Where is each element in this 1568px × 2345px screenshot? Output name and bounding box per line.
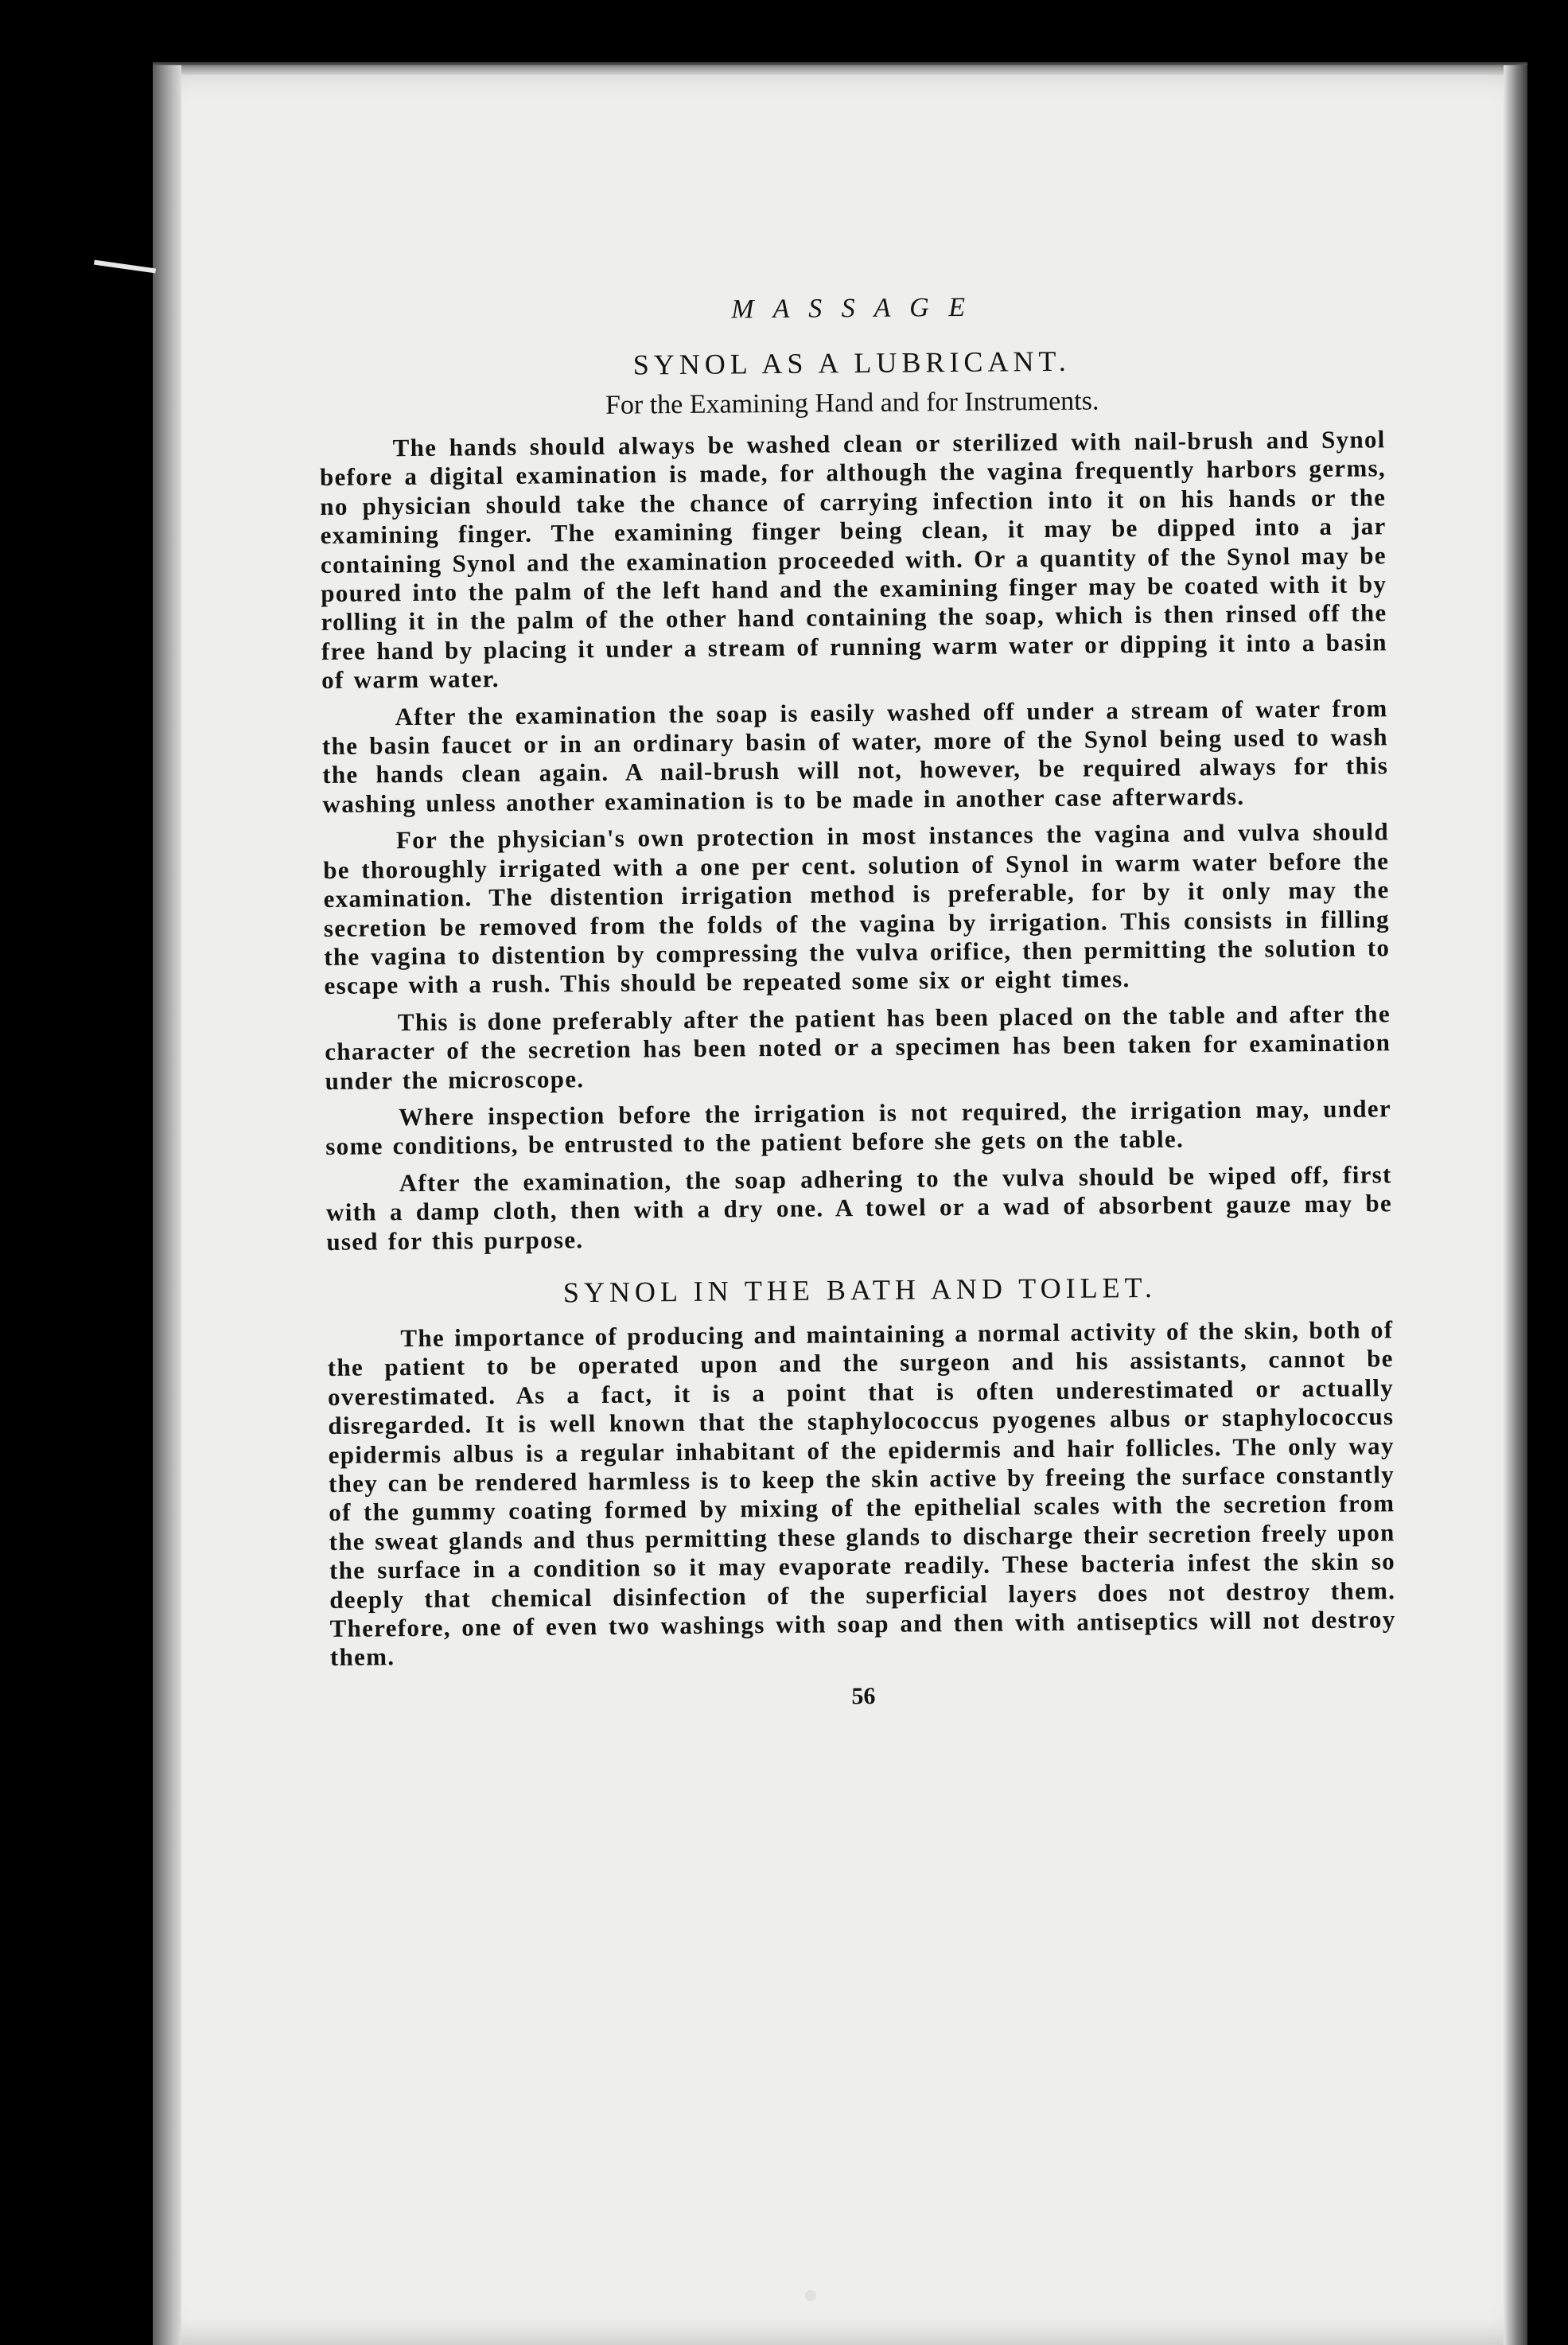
paragraph: For the physician's own protection in most instances the vagina and vulva should be thoroughly irrigated with a one per cent. solution of Synol in warm water before the examination. The distention irrigation method is preferable, for by it only may the secretion be removed from the folds of the vagina by irrigation. This consists in filling the vagina to distention by compressing the vulva orifice, then permitting the solution to escape with a rush. This should be repeated some six or eight times.	[323, 817, 1391, 1000]
paragraph: Where inspection before the irrigation is not required, the irrigation may, under some conditions, be entrusted to the patient before she gets on the table.	[325, 1094, 1392, 1161]
page-number: 56	[851, 1682, 876, 1710]
scan-artifact-mark	[94, 260, 156, 274]
paragraph: After the examination the soap is easily washed off under a stream of water from the basin faucet or in an ordinary basin of water, more of the Synol being used to wash the hands clean again. A nail-brush will not, however, be required always for this washing unless another examination is to be made in another case afterwards.	[321, 693, 1389, 818]
section-title-bath-toilet: SYNOL IN THE BATH AND TOILET.	[562, 1271, 1158, 1309]
page-top-edge	[153, 62, 1527, 75]
paragraph: The importance of producing and maintaining a normal activity of the skin, both of the patient to be operated upon and the surgeon and his assistants, cannot be overestimated. As a fact, it is a point that is often underestimated or actually disregarded. It is well known that the staphylococcus pyogenes albus or staphylococcus epidermis albus is a regular inhabitant of the epidermis and hair follicles. The only way they can be rendered harmless is to keep the skin active by freeing the surface constantly of the gummy coating formed by mixing of the epithelial scales with the secretion from the sweat glands and thus permitting these glands to discharge their secretion freely upon the surface in a condition so it may evaporate readily. These bacteria infest the skin so deeply that chemical disinfection of the superficial layers does not destroy them. Therefore, one of even two washings with soap and then with antiseptics will not destroy them.	[327, 1315, 1396, 1672]
paragraph: The hands should always be washed clean or sterilized with nail-brush and Synol before a digital examination is made, for although the vagina frequently harbors germs, no physician should take the chance of carrying infection into it on his hands or the examining finger. The examining finger being clean, it may be dipped into a jar containing Synol and the examination proceeded with. Or a quantity of the Synol may be poured into the palm of the left hand and the examining finger may be coated with it by rolling it in the palm of the other hand containing the soap, which is then rinsed off the free hand by placing it under a stream of running warm water or dipping it into a basin of warm water.	[319, 425, 1387, 695]
page-content	[318, 286, 1397, 1716]
scan-artifact-dot	[805, 2290, 816, 2301]
section-title-lubricant: SYNOL AS A LUBRICANT.	[632, 345, 1071, 381]
paragraph: This is done preferably after the patient has been placed on the table and after the character of the secretion has been noted or a specimen has been taken for examination under the microscope.	[325, 999, 1391, 1095]
paragraph: After the examination, the soap adhering to the vulva should be wiped off, first with a damp cloth, then with a dry one. A towel or a wad of absorbent gauze may be used for this purpose.	[325, 1160, 1393, 1256]
section-subtitle-lubricant: For the Examining Hand and for Instruments.	[605, 386, 1099, 420]
page-gutter-shadow	[153, 65, 181, 2345]
page-right-edge	[1504, 65, 1527, 2345]
running-head: M A S S A G E	[731, 292, 972, 325]
